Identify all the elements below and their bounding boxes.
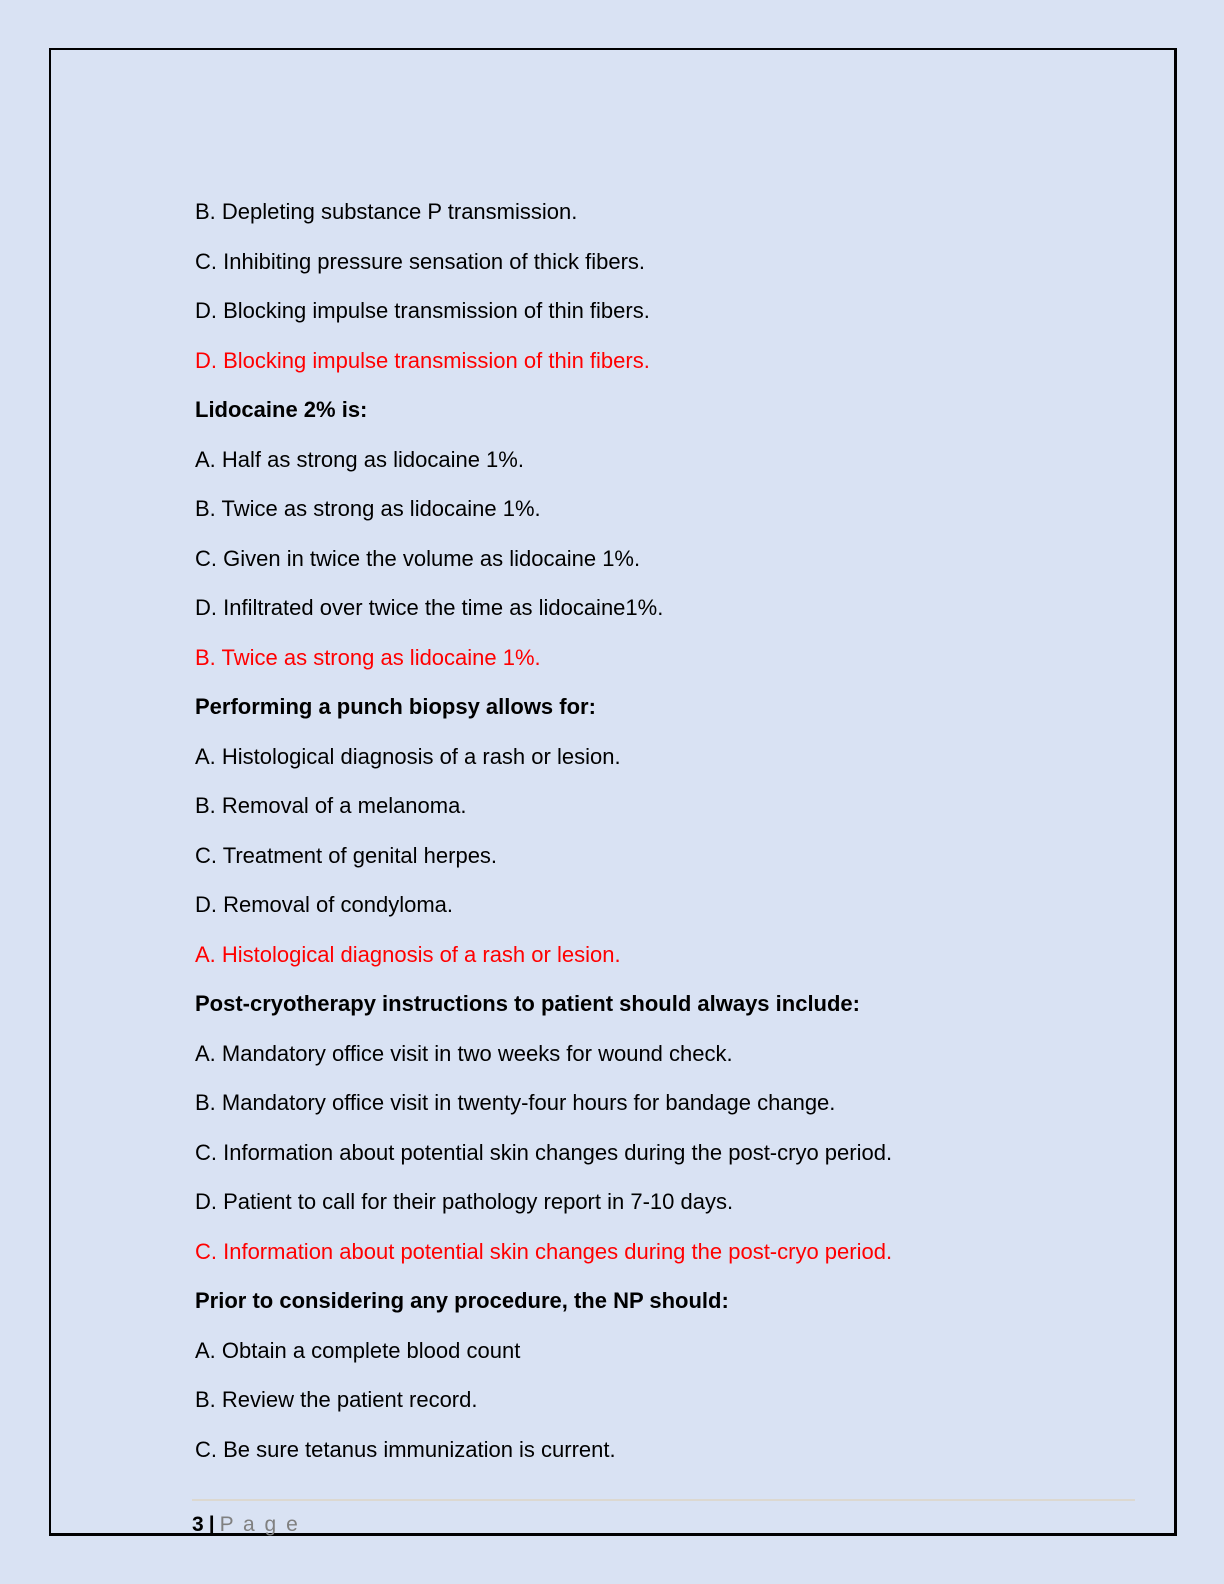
quiz-option: D. Infiltrated over twice the time as lidocaine1%. <box>195 595 664 620</box>
quiz-answer-key: B. Twice as strong as lidocaine 1%. <box>195 644 541 670</box>
quiz-option: B. Review the patient record. <box>195 1387 478 1412</box>
quiz-option: A. Obtain a complete blood count <box>195 1337 521 1363</box>
quiz-option: D. Blocking impulse transmission of thin fibers. <box>195 298 650 323</box>
footer-page-label: P a g e <box>219 1513 300 1536</box>
page-border <box>49 48 1177 1536</box>
quiz-option: D. Removal of condyloma. <box>195 892 453 917</box>
quiz-option: B. Mandatory office visit in twenty-four hours for bandage change. <box>195 1090 836 1115</box>
quiz-question: Post-cryotherapy instructions to patient should always include: <box>195 991 860 1016</box>
quiz-option: C. Inhibiting pressure sensation of thick fibers. <box>195 248 646 274</box>
quiz-option: C. Be sure tetanus immunization is current. <box>195 1436 616 1462</box>
quiz-answer-key: C. Information about potential skin changes during the post-cryo period. <box>195 1238 893 1264</box>
quiz-question: Performing a punch biopsy allows for: <box>195 694 596 719</box>
quiz-option: C. Treatment of genital herpes. <box>195 842 498 868</box>
page-footer <box>192 1512 300 1538</box>
footer-separator: | <box>208 1513 215 1536</box>
quiz-option: A. Mandatory office visit in two weeks for wound check. <box>195 1040 733 1066</box>
quiz-option: B. Twice as strong as lidocaine 1%. <box>195 496 541 521</box>
quiz-option: C. Given in twice the volume as lidocaine 1%. <box>195 545 641 571</box>
footer-divider <box>192 1499 1135 1501</box>
quiz-question: Lidocaine 2% is: <box>195 397 368 422</box>
quiz-question: Prior to considering any procedure, the NP should: <box>195 1288 729 1313</box>
footer-page-number: 3 <box>192 1513 204 1536</box>
quiz-option: A. Half as strong as lidocaine 1%. <box>195 446 524 472</box>
quiz-answer-key: D. Blocking impulse transmission of thin fibers. <box>195 347 650 373</box>
quiz-answer-key: A. Histological diagnosis of a rash or lesion. <box>195 941 621 967</box>
quiz-option: C. Information about potential skin changes during the post-cryo period. <box>195 1139 893 1165</box>
quiz-option: A. Histological diagnosis of a rash or lesion. <box>195 743 621 769</box>
quiz-content <box>195 198 1135 1485</box>
quiz-option: B. Removal of a melanoma. <box>195 793 467 818</box>
quiz-option: B. Depleting substance P transmission. <box>195 199 578 224</box>
quiz-option: D. Patient to call for their pathology report in 7-10 days. <box>195 1189 734 1214</box>
